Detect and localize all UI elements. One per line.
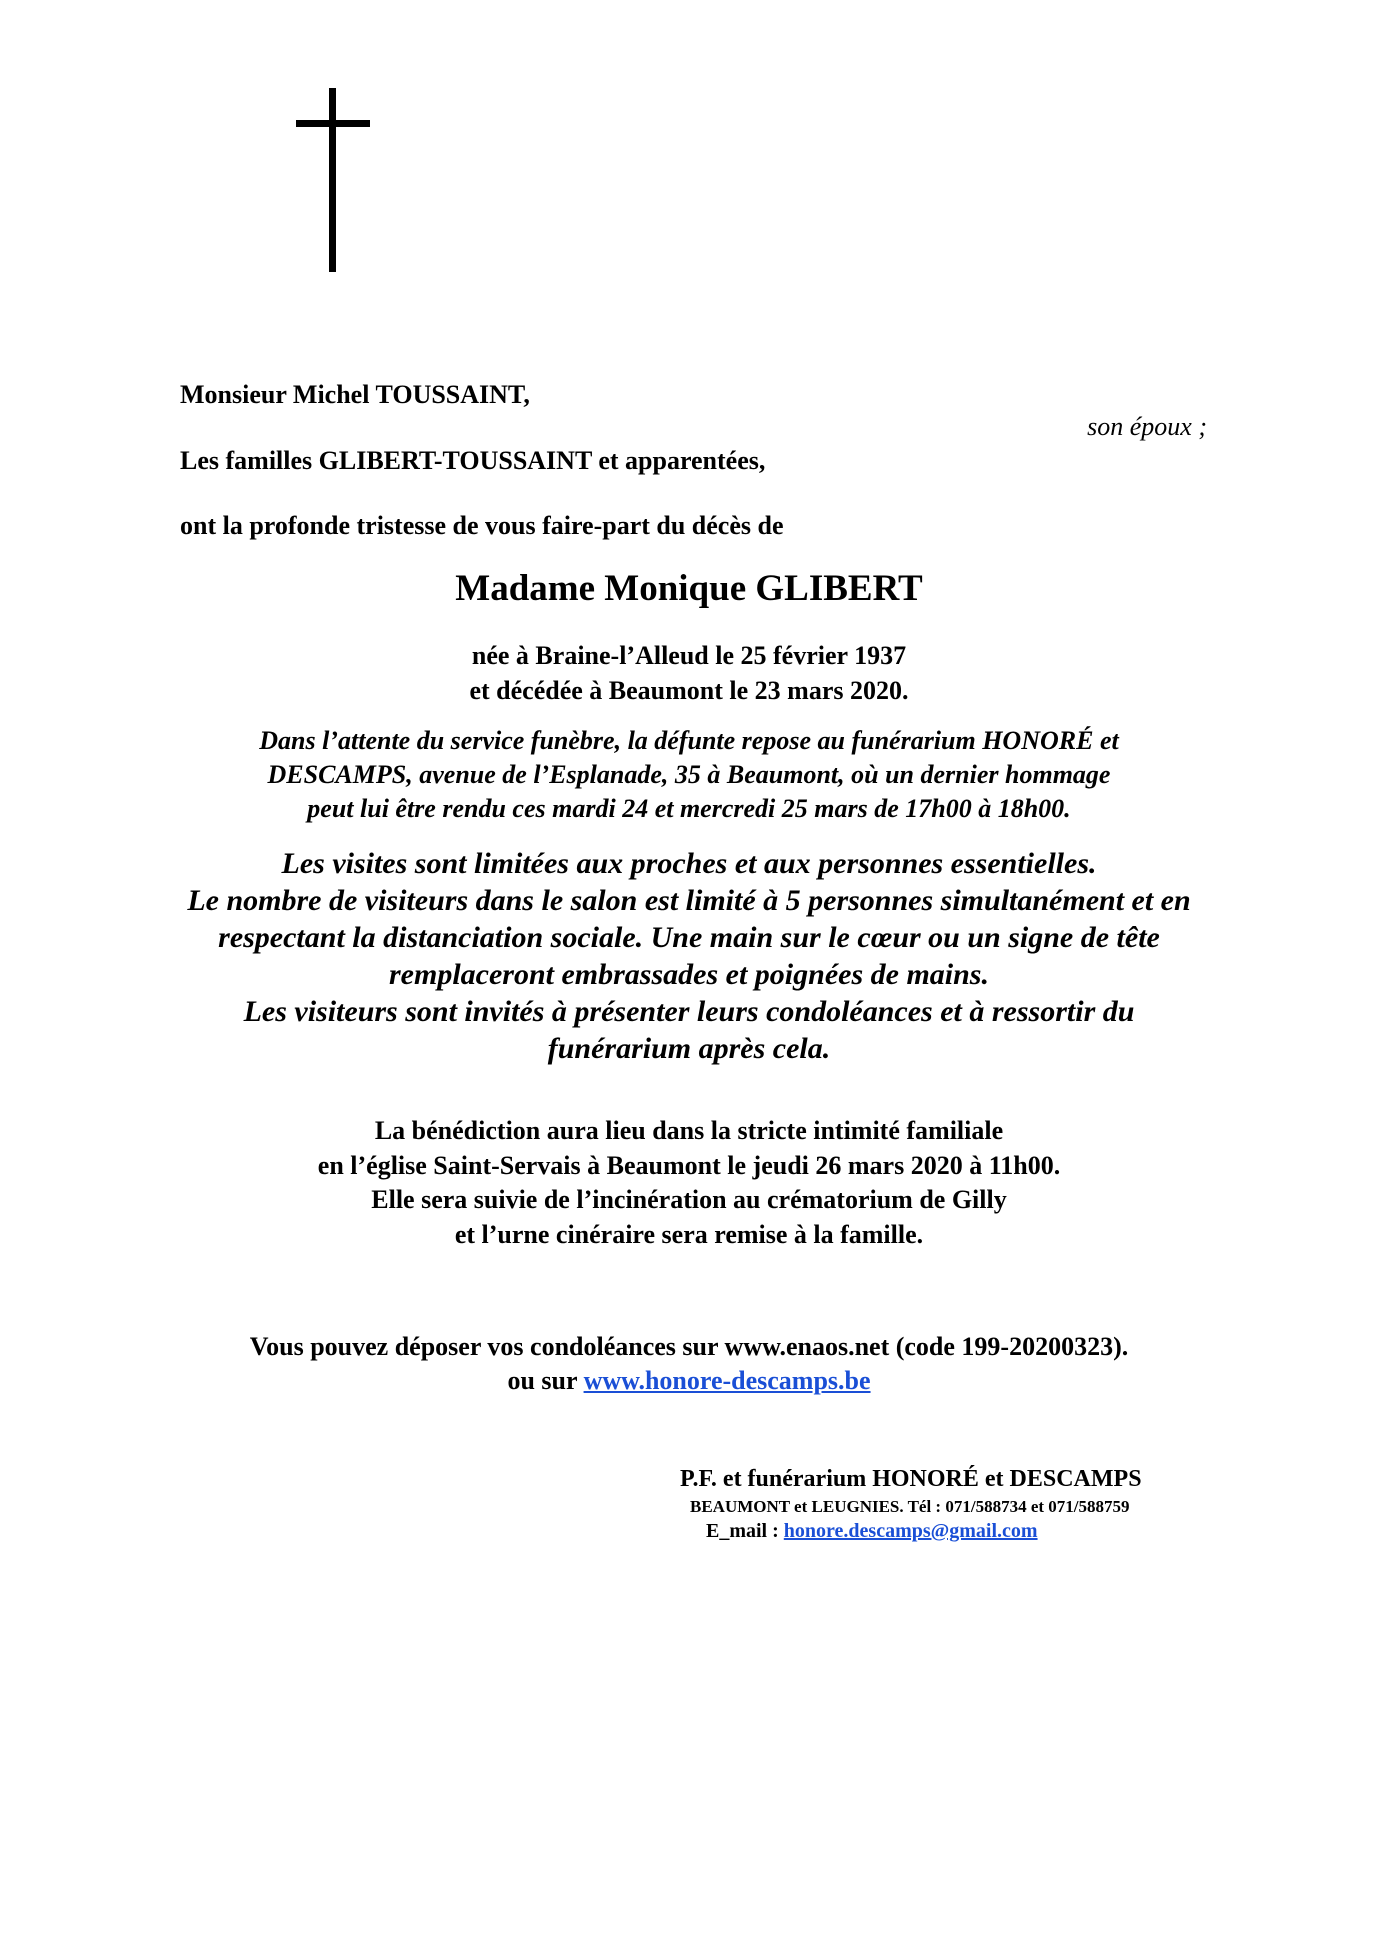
ceremony-line: et l’urne cinéraire sera remise à la famille. bbox=[454, 1219, 924, 1249]
ceremony-line: en l’église Saint-Servais à Beaumont le jeudi 26 mars 2020 à 11h00. bbox=[317, 1150, 1061, 1180]
website-link[interactable]: www.honore-descamps.be bbox=[583, 1366, 871, 1395]
rules-line: respectant la distanciation sociale. Une main sur le cœur ou un signe de tête bbox=[218, 921, 1160, 954]
families-line: Les familles GLIBERT-TOUSSAINT et apparentées, bbox=[180, 446, 766, 475]
wake-line: peut lui être rendu ces mardi 24 et mercredi 25 mars de 17h00 à 18h00. bbox=[307, 794, 1071, 823]
undertaker-block bbox=[680, 1466, 1142, 1543]
deceased-dates bbox=[0, 638, 1378, 708]
spouse-name: Monsieur Michel TOUSSAINT, bbox=[180, 380, 530, 409]
deceased-name: Madame Monique GLIBERT bbox=[455, 568, 923, 609]
spouse-role: son époux ; bbox=[1087, 412, 1207, 441]
condolences-paragraph bbox=[0, 1330, 1378, 1398]
ceremony-line: La bénédiction aura lieu dans la stricte intimité familiale bbox=[374, 1116, 1004, 1145]
undertaker-address: BEAUMONT et LEUGNIES. Tél : 071/588734 et 071/588759 bbox=[690, 1497, 1130, 1516]
email-label: E_mail : bbox=[706, 1520, 784, 1542]
rules-line: Les visites sont limitées aux proches et aux personnes essentielles. bbox=[281, 847, 1097, 880]
rules-line: funérarium après cela. bbox=[547, 1032, 831, 1065]
email-link[interactable]: honore.descamps@gmail.com bbox=[783, 1520, 1038, 1542]
undertaker-email-line bbox=[706, 1520, 1142, 1543]
cross-icon bbox=[296, 88, 370, 272]
birth-line: née à Braine-l’Alleud le 25 février 1937 bbox=[471, 641, 907, 670]
rules-line: remplaceront embrassades et poignées de mains. bbox=[389, 958, 989, 991]
website-prefix: ou sur bbox=[507, 1366, 584, 1395]
condolences-line: Vous pouvez déposer vos condoléances sur www.enaos.net (code 199-20200323). bbox=[249, 1332, 1129, 1361]
rules-line: Les visiteurs sont invités à présenter leurs condoléances et à ressortir du bbox=[243, 995, 1135, 1028]
wake-paragraph bbox=[0, 724, 1378, 826]
death-line: et décédée à Beaumont le 23 mars 2020. bbox=[469, 676, 909, 705]
announcement-line: ont la profonde tristesse de vous faire-part du décès de bbox=[180, 511, 784, 540]
condolences-website-line bbox=[0, 1364, 1378, 1398]
undertaker-name: P.F. et funérarium HONORÉ et DESCAMPS bbox=[680, 1466, 1142, 1492]
rules-line: Le nombre de visiteurs dans le salon est limité à 5 personnes simultanément et en bbox=[187, 884, 1191, 917]
visit-rules-paragraph bbox=[0, 845, 1378, 1067]
wake-line: DESCAMPS, avenue de l’Esplanade, 35 à Beaumont, où un dernier hommage bbox=[267, 760, 1111, 789]
ceremony-paragraph bbox=[0, 1114, 1378, 1252]
ceremony-line: Elle sera suivie de l’incinération au crématorium de Gilly bbox=[371, 1185, 1007, 1214]
wake-line: Dans l’attente du service funèbre, la défunte repose au funérarium HONORÉ et bbox=[259, 726, 1119, 755]
